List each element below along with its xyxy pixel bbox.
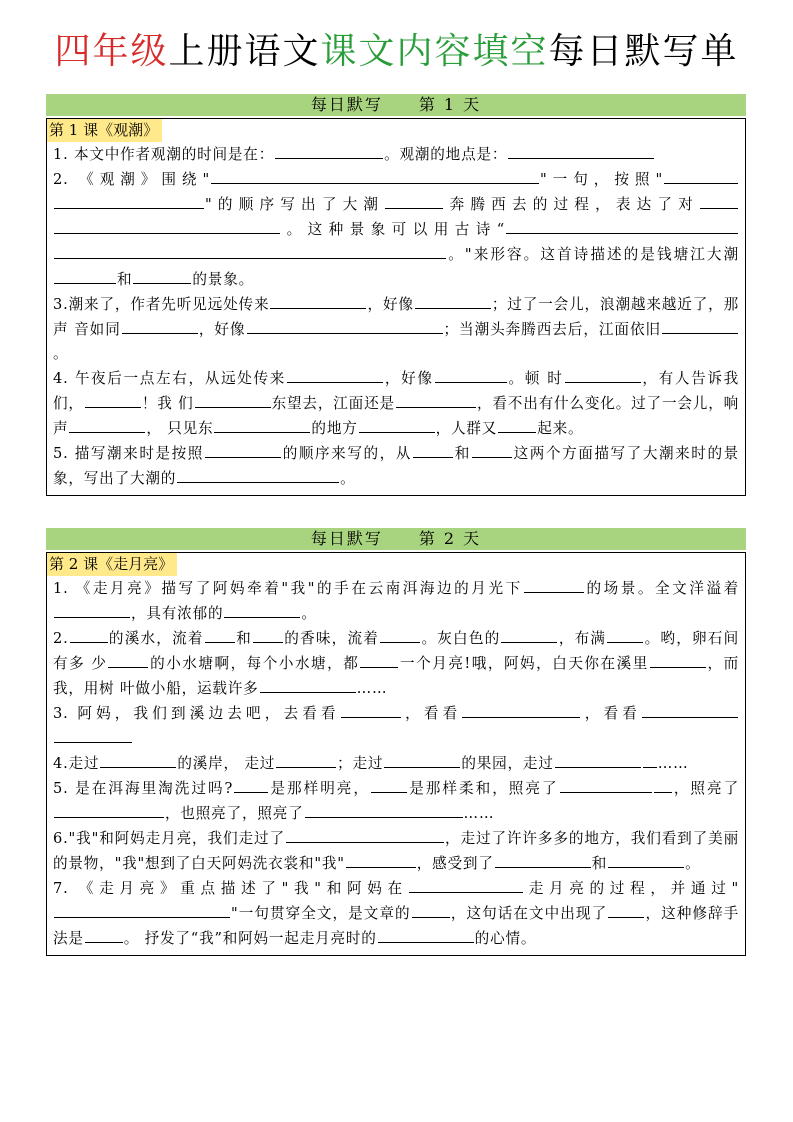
question-text: 。灰白色的 bbox=[421, 630, 501, 647]
question-text: 的果园，走过 bbox=[461, 755, 554, 772]
title-daily: 每日默写单 bbox=[548, 31, 739, 72]
answer-blank[interactable] bbox=[664, 167, 738, 184]
answer-blank[interactable] bbox=[234, 776, 268, 793]
answer-blank[interactable] bbox=[396, 391, 476, 408]
answer-blank[interactable] bbox=[287, 366, 383, 383]
answer-blank[interactable] bbox=[415, 292, 491, 309]
question-text: 3. 阿妈，我们到溪边去吧，去看看 bbox=[53, 705, 340, 722]
answer-blank[interactable] bbox=[205, 441, 281, 458]
day2-question-2 bbox=[53, 626, 739, 701]
day1-section bbox=[46, 94, 746, 496]
answer-blank[interactable] bbox=[122, 317, 198, 334]
answer-blank[interactable] bbox=[286, 826, 444, 843]
question-text: 和 bbox=[591, 855, 608, 872]
question-text: 的顺序来写的，从 bbox=[281, 445, 412, 462]
question-text: …… bbox=[463, 805, 495, 822]
answer-blank[interactable] bbox=[54, 601, 130, 618]
question-text: ，具有浓郁的 bbox=[131, 605, 224, 622]
question-text: ，这种修辞手法是 bbox=[53, 905, 739, 947]
question-text: ，有人告诉我们， bbox=[53, 370, 739, 412]
question-text: 。观潮的地点是： bbox=[384, 146, 508, 163]
answer-blank[interactable] bbox=[506, 217, 738, 234]
page-title bbox=[0, 28, 793, 76]
question-text: ；过了一会儿，浪潮越来越近了，那声 音如同 bbox=[53, 296, 739, 338]
answer-blank[interactable] bbox=[650, 651, 706, 668]
day2-header bbox=[46, 528, 746, 550]
answer-blank[interactable] bbox=[195, 391, 271, 408]
question-text: 一个月亮!哦，阿妈，白天你在溪里 bbox=[399, 655, 649, 672]
question-text: ， 只见东 bbox=[146, 420, 214, 437]
answer-blank[interactable] bbox=[409, 876, 523, 893]
answer-blank[interactable] bbox=[378, 926, 474, 943]
answer-blank[interactable] bbox=[560, 776, 652, 793]
question-text: "一句，按照" bbox=[540, 171, 663, 188]
day1-header bbox=[46, 94, 746, 116]
answer-blank[interactable] bbox=[384, 751, 460, 768]
day1-header-day: 第 1 天 bbox=[418, 95, 482, 114]
question-text: ，好像 bbox=[367, 296, 414, 313]
title-volume: 上册语文 bbox=[168, 31, 321, 72]
answer-blank[interactable] bbox=[54, 726, 132, 743]
answer-blank[interactable] bbox=[435, 366, 507, 383]
answer-blank[interactable] bbox=[276, 751, 336, 768]
question-text: ，人群又 bbox=[435, 420, 498, 437]
question-text: 2. 《观潮》围绕" bbox=[53, 171, 210, 188]
question-text: 的心情。 bbox=[474, 930, 537, 947]
question-text: 1. 本文中作者观潮的时间是在： bbox=[53, 146, 275, 163]
question-text: 。 抒发了“我”和阿妈一起走月亮时的 bbox=[123, 930, 377, 947]
answer-blank[interactable] bbox=[247, 317, 443, 334]
title-grade: 四年级 bbox=[54, 31, 169, 72]
question-text: 的景象。 bbox=[192, 271, 254, 288]
question-text: …… bbox=[356, 680, 388, 697]
answer-blank[interactable] bbox=[412, 901, 450, 918]
question-text: 的溪岸， 走过 bbox=[177, 755, 276, 772]
answer-blank[interactable] bbox=[608, 901, 644, 918]
question-text: 的香味，流着 bbox=[283, 630, 380, 647]
question-text: 。 bbox=[685, 855, 701, 872]
answer-blank[interactable] bbox=[524, 576, 584, 593]
question-text: ，而我，用树 叶做小船，运载许多 bbox=[53, 655, 739, 697]
day1-question-1 bbox=[53, 142, 739, 167]
title-topic: 课文内容填空 bbox=[320, 31, 549, 72]
answer-blank[interactable] bbox=[607, 626, 643, 643]
answer-blank[interactable] bbox=[462, 701, 580, 718]
question-text: 和 bbox=[235, 630, 252, 647]
answer-blank[interactable] bbox=[270, 292, 366, 309]
day2-question-6 bbox=[53, 826, 739, 876]
question-text: 的地方 bbox=[311, 420, 358, 437]
answer-blank[interactable] bbox=[700, 192, 738, 209]
answer-blank[interactable] bbox=[275, 142, 383, 159]
answer-blank[interactable] bbox=[205, 626, 235, 643]
question-text: 4.走过 bbox=[53, 755, 100, 772]
question-text: 东望去，江面还是 bbox=[271, 395, 395, 412]
answer-blank[interactable] bbox=[85, 391, 141, 408]
day1-box bbox=[46, 118, 746, 496]
question-text: ；走过 bbox=[337, 755, 384, 772]
day2-header-label: 每日默写 bbox=[310, 529, 383, 548]
answer-blank[interactable] bbox=[224, 601, 300, 618]
question-text: ；当潮头奔腾西去后，江面依旧 bbox=[443, 321, 662, 338]
answer-blank[interactable] bbox=[498, 416, 536, 433]
question-text: ，看不出有什么变化。过了一会儿，响声 bbox=[53, 395, 740, 437]
answer-blank[interactable] bbox=[495, 851, 591, 868]
question-text: …… bbox=[657, 755, 689, 772]
answer-blank[interactable] bbox=[380, 626, 420, 643]
question-text: 这两个方面描写了大潮来时的景象，写出了大潮的 bbox=[53, 445, 739, 487]
answer-blank[interactable] bbox=[54, 192, 204, 209]
answer-blank[interactable] bbox=[371, 776, 407, 793]
answer-blank[interactable] bbox=[54, 901, 230, 918]
question-text: ，布满 bbox=[558, 630, 607, 647]
question-text: 2. bbox=[53, 630, 69, 647]
question-text: 4. 午夜后一点左右，从远处传来 bbox=[53, 370, 287, 387]
answer-blank[interactable] bbox=[85, 926, 123, 943]
question-text: 。这种景象可以用古诗“ bbox=[281, 221, 505, 238]
question-text: 的场景。全文洋溢着 bbox=[584, 580, 739, 597]
answer-blank[interactable] bbox=[385, 192, 443, 209]
day2-question-3 bbox=[53, 701, 739, 751]
question-text: 7. 《走月亮》重点描述了"我"和阿妈在 bbox=[53, 880, 408, 897]
answer-blank[interactable] bbox=[662, 317, 738, 334]
day1-question-2 bbox=[53, 167, 739, 292]
question-text: 和 bbox=[117, 271, 133, 288]
answer-blank[interactable] bbox=[360, 651, 398, 668]
answer-blank[interactable] bbox=[108, 651, 148, 668]
day1-header-label: 每日默写 bbox=[310, 95, 383, 114]
answer-blank[interactable] bbox=[555, 751, 641, 768]
question-text: 。顿 时 bbox=[507, 370, 564, 387]
question-text: ，这句话在文中出现了 bbox=[450, 905, 608, 922]
question-text: 是那样明亮， bbox=[269, 780, 370, 797]
answer-blank[interactable] bbox=[133, 267, 191, 284]
question-text: 的小水塘啊，每个小水塘，都 bbox=[149, 655, 360, 672]
question-text: ，好像 bbox=[384, 370, 434, 387]
question-text: 。"来形容。这首诗描述的是钱塘江大潮 bbox=[447, 246, 739, 263]
answer-blank[interactable] bbox=[54, 217, 280, 234]
question-text: 1. 《走月亮》描写了阿妈牵着"我"的手在云南洱海边的月光下 bbox=[53, 580, 523, 597]
answer-blank[interactable] bbox=[501, 626, 557, 643]
question-text: 起来。 bbox=[537, 420, 584, 437]
day2-header-day: 第 2 天 bbox=[418, 529, 482, 548]
answer-blank[interactable] bbox=[54, 242, 446, 259]
day2-question-7 bbox=[53, 876, 739, 951]
answer-blank[interactable] bbox=[69, 416, 145, 433]
answer-blank[interactable] bbox=[565, 366, 641, 383]
day2-section bbox=[46, 528, 746, 956]
question-text: 5. 是在洱海里淘洗过吗? bbox=[53, 780, 234, 797]
answer-blank[interactable] bbox=[654, 776, 672, 793]
question-text: 6."我"和阿妈走月亮，我们走过了 bbox=[53, 830, 285, 847]
answer-blank[interactable] bbox=[643, 751, 657, 768]
answer-blank[interactable] bbox=[253, 626, 283, 643]
answer-blank[interactable] bbox=[413, 441, 453, 458]
question-text: ，也照亮了，照亮了 bbox=[165, 805, 304, 822]
question-text: 。 bbox=[301, 605, 317, 622]
answer-blank[interactable] bbox=[642, 701, 738, 718]
question-text: 3.潮来了，作者先听见远处传来 bbox=[53, 296, 270, 313]
day2-question-1 bbox=[53, 576, 739, 626]
answer-blank[interactable] bbox=[359, 416, 435, 433]
question-text: ，看看 bbox=[401, 705, 462, 722]
question-text: 奔腾西去的过程，表达了对 bbox=[444, 196, 699, 213]
answer-blank[interactable] bbox=[341, 701, 401, 718]
answer-blank[interactable] bbox=[214, 416, 310, 433]
day2-question-5 bbox=[53, 776, 739, 826]
question-text: ，照亮了 bbox=[672, 780, 740, 797]
question-text: 。 bbox=[340, 470, 356, 487]
question-text: ，感受到了 bbox=[416, 855, 494, 872]
question-text: ，看看 bbox=[581, 705, 642, 722]
day2-lesson-title: 第 2 课《走月亮》 bbox=[47, 553, 177, 576]
answer-blank[interactable] bbox=[346, 851, 416, 868]
answer-blank[interactable] bbox=[472, 441, 512, 458]
answer-blank[interactable] bbox=[508, 142, 654, 159]
day2-box bbox=[46, 552, 746, 956]
question-text: ，好像 bbox=[198, 321, 246, 338]
answer-blank[interactable] bbox=[260, 676, 356, 693]
answer-blank[interactable] bbox=[100, 751, 176, 768]
day1-question-3 bbox=[53, 292, 739, 366]
question-text: ！我 们 bbox=[141, 395, 194, 412]
day2-question-4 bbox=[53, 751, 739, 776]
answer-blank[interactable] bbox=[305, 801, 463, 818]
answer-blank[interactable] bbox=[177, 466, 339, 483]
question-text: 。哟，卵石间有多 少 bbox=[53, 630, 739, 672]
question-text: "一句贯穿全文，是文章的 bbox=[231, 905, 411, 922]
day1-lesson-title: 第 1 课《观潮》 bbox=[47, 119, 162, 142]
answer-blank[interactable] bbox=[608, 851, 684, 868]
question-text: 和 bbox=[453, 445, 471, 462]
answer-blank[interactable] bbox=[54, 267, 116, 284]
question-text: 是那样柔和，照亮了 bbox=[408, 780, 559, 797]
answer-blank[interactable] bbox=[54, 801, 164, 818]
question-text: 5. 描写潮来时是按照 bbox=[53, 445, 204, 462]
answer-blank[interactable] bbox=[211, 167, 539, 184]
answer-blank[interactable] bbox=[70, 626, 108, 643]
day1-question-4 bbox=[53, 366, 739, 441]
question-text: 走月亮的过程，并通过" bbox=[523, 880, 739, 897]
day1-question-5 bbox=[53, 441, 739, 491]
question-text: 。 bbox=[53, 345, 69, 362]
question-text: "的顺序写出了大潮 bbox=[205, 196, 385, 213]
question-text: ，走过了许许多多的地方，我们看到了美丽 的景物，"我"想到了白天阿妈洗衣裳和"我" bbox=[53, 830, 740, 872]
question-text: 的溪水，流着 bbox=[108, 630, 204, 647]
